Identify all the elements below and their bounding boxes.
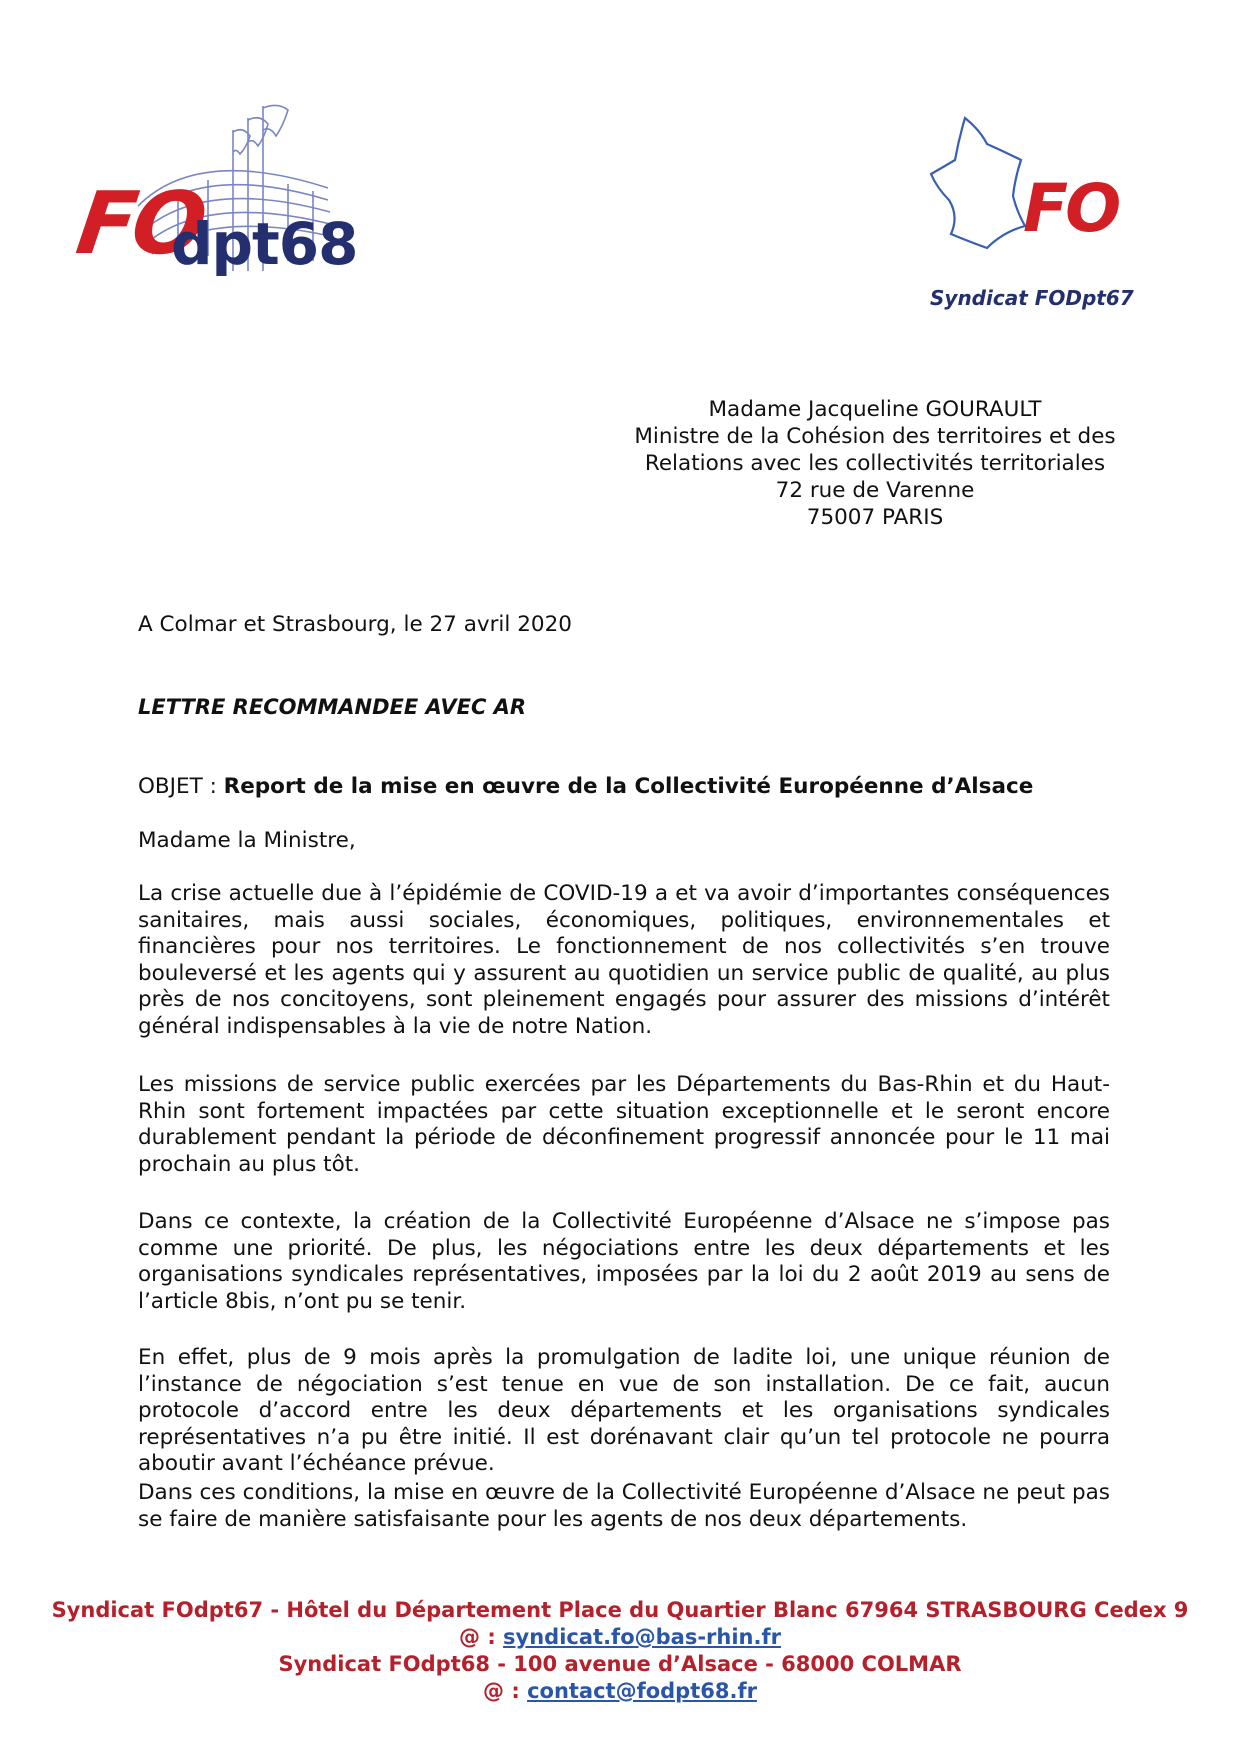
logo-dpt68-text: dpt68: [171, 210, 358, 278]
logo-fo-text: FO: [1023, 170, 1119, 247]
recipient-address: [600, 396, 1150, 531]
email-link-68[interactable]: contact@fodpt68.fr: [527, 1679, 757, 1703]
recipient-title-line1: Ministre de la Cohésion des territoires et des: [634, 424, 1116, 449]
footer-address-68: Syndicat FOdpt68 - 100 avenue d’Alsace - 68000 COLMAR: [278, 1652, 962, 1676]
recipient-street: 72 rue de Varenne: [775, 478, 975, 503]
date-line: A Colmar et Strasbourg, le 27 avril 2020: [138, 612, 572, 637]
footer-address-67: Syndicat FOdpt67 - Hôtel du Département Place du Quartier Blanc 67964 STRASBOURG Cedex 9: [51, 1598, 1189, 1622]
fodpt68-logo: [70, 96, 378, 306]
footer-email-line-67: [0, 1624, 1240, 1651]
body-paragraph: Dans ce contexte, la création de la Collectivité Européenne d’Alsace ne s’impose pas comme une priorité. De plus, les négociations entre les deux départements et les organisations syndicales représentatives, imposées par la loi du 2 août 2019 au sens de l’article 8bis, n’ont pu se tenir.: [138, 1209, 1110, 1314]
at-label: @ :: [459, 1625, 504, 1649]
subject-label: OBJET :: [138, 774, 224, 799]
recipient-city: 75007 PARIS: [806, 505, 944, 530]
footer-email-line-68: [0, 1678, 1240, 1705]
right-logo-caption: Syndicat FODpt67: [930, 286, 1134, 310]
recipient-name: Madame Jacqueline GOURAULT: [708, 397, 1042, 422]
at-label: @ :: [483, 1679, 528, 1703]
footer: [0, 1597, 1240, 1705]
registered-letter-mention: LETTRE RECOMMANDEE AVEC AR: [138, 695, 527, 719]
logo-fo-text: FO: [70, 174, 209, 274]
subject-line: [138, 774, 1033, 799]
body-paragraph: La crise actuelle due à l’épidémie de COVID-19 a et va avoir d’importantes conséquences sanitaires, mais aussi sociales, économiques, politiques, environnementales et financières pour nos territoires. Le fonctionnement de nos collectivités s’en trouve bouleversé et les agents qui y assurent au quotidien un service public de qualité, au plus près de nos concitoyens, sont pleinement engagés pour assurer des missions d’intérêt général indispensables à la vie de notre Nation.: [138, 881, 1110, 1039]
body-paragraph: Les missions de service public exercées par les Départements du Bas-Rhin et du Haut-Rhin sont fortement impactées par cette situation exceptionnelle et le seront encore durablement pendant la période de déconfinement progressif annoncée pour le 11 mai prochain au plus tôt.: [138, 1072, 1110, 1177]
fo-france-logo: [925, 108, 1119, 268]
body-paragraph: Dans ces conditions, la mise en œuvre de la Collectivité Européenne d’Alsace ne peut pas se faire de manière satisfaisante pour les agents de nos deux départements.: [138, 1480, 1110, 1532]
subject-text: Report de la mise en œuvre de la Collectivité Européenne d’Alsace: [223, 774, 1034, 799]
email-link-67[interactable]: syndicat.fo@bas-rhin.fr: [503, 1625, 781, 1649]
salutation: Madame la Ministre,: [138, 828, 356, 853]
recipient-title-line2: Relations avec les collectivités territoriales: [644, 451, 1106, 476]
body-paragraph: En effet, plus de 9 mois après la promulgation de ladite loi, une unique réunion de l’instance de négociation s’est tenue en vue de son installation. De ce fait, aucun protocole d’accord entre les deux départements et les organisations syndicales représentatives n’a pu être initié. Il est dorénavant clair qu’un tel protocole ne pourra aboutir avant l’échéance prévue.: [138, 1345, 1110, 1476]
